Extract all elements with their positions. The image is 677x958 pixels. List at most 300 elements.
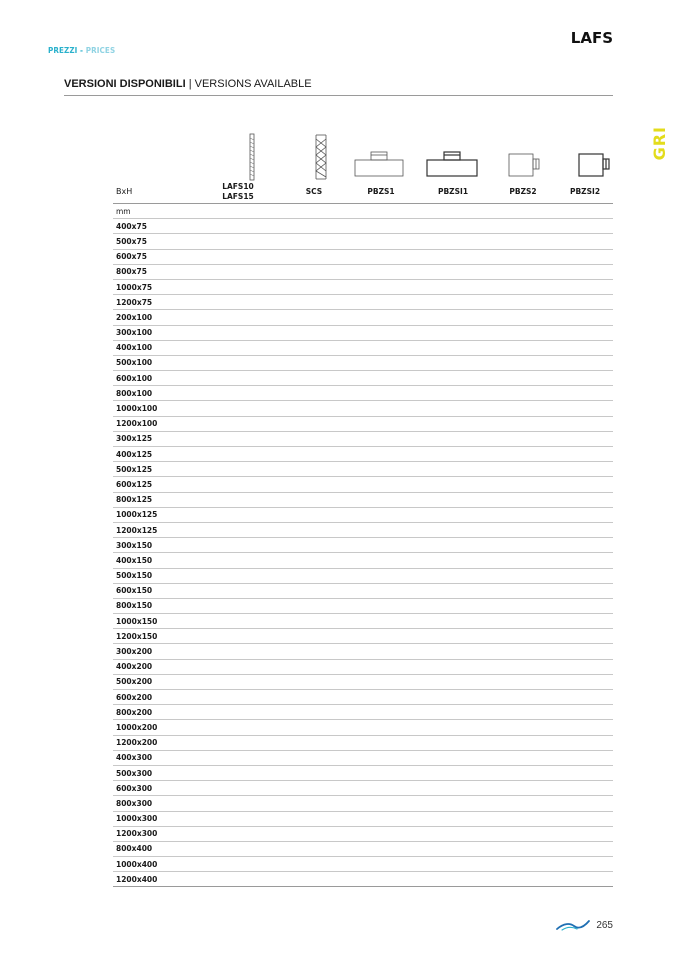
availability-cell <box>283 401 345 416</box>
availability-cell <box>345 644 417 659</box>
page-number: 265 <box>596 920 613 931</box>
availability-cell <box>193 674 283 689</box>
availability-cell <box>193 522 283 537</box>
availability-cell <box>345 598 417 613</box>
size-cell: 600x125 <box>113 477 193 492</box>
availability-cell <box>417 857 489 872</box>
availability-cell <box>557 614 613 629</box>
table-row <box>113 492 613 507</box>
availability-cell <box>193 720 283 735</box>
availability-cell <box>557 720 613 735</box>
availability-cell <box>489 538 557 553</box>
availability-cell <box>283 507 345 522</box>
availability-cell <box>489 811 557 826</box>
table-row <box>113 614 613 629</box>
availability-cell <box>193 325 283 340</box>
availability-cell <box>283 857 345 872</box>
availability-cell <box>557 279 613 294</box>
availability-cell <box>557 568 613 583</box>
availability-cell <box>283 811 345 826</box>
section-heading-bold: VERSIONI DISPONIBILI <box>64 78 186 90</box>
table-row <box>113 872 613 887</box>
pbzsi2-plenum-icon <box>578 153 612 177</box>
table-row <box>113 538 613 553</box>
table-row <box>113 674 613 689</box>
availability-cell <box>193 857 283 872</box>
availability-cell <box>557 826 613 841</box>
availability-cell <box>557 492 613 507</box>
availability-cell <box>557 234 613 249</box>
table-row <box>113 568 613 583</box>
availability-cell <box>489 735 557 750</box>
section-heading-rest: | VERSIONS AVAILABLE <box>185 78 312 90</box>
availability-cell <box>417 538 489 553</box>
availability-cell <box>345 857 417 872</box>
table-row <box>113 522 613 537</box>
availability-cell <box>193 705 283 720</box>
availability-cell <box>417 598 489 613</box>
availability-cell <box>489 522 557 537</box>
table-row <box>113 841 613 856</box>
availability-cell <box>417 583 489 598</box>
availability-cell <box>489 629 557 644</box>
availability-cell <box>489 340 557 355</box>
size-cell: 1000x125 <box>113 507 193 522</box>
availability-cell <box>417 659 489 674</box>
availability-cell <box>557 674 613 689</box>
availability-cell <box>345 659 417 674</box>
availability-cell <box>283 750 345 765</box>
availability-cell <box>557 735 613 750</box>
availability-cell <box>557 553 613 568</box>
availability-cell <box>345 705 417 720</box>
availability-cell <box>489 857 557 872</box>
availability-cell <box>283 598 345 613</box>
availability-cell <box>489 720 557 735</box>
availability-cell <box>417 765 489 780</box>
size-cell: 600x150 <box>113 583 193 598</box>
table-header-row <box>113 181 613 204</box>
availability-cell <box>193 295 283 310</box>
availability-cell <box>283 234 345 249</box>
availability-cell <box>193 477 283 492</box>
availability-cell <box>489 249 557 264</box>
availability-cell <box>557 401 613 416</box>
availability-cell <box>417 492 489 507</box>
availability-cell <box>417 462 489 477</box>
size-cell: 500x150 <box>113 568 193 583</box>
availability-cell <box>557 386 613 401</box>
availability-cell <box>193 765 283 780</box>
availability-cell <box>193 234 283 249</box>
availability-cell <box>345 431 417 446</box>
availability-cell <box>193 462 283 477</box>
table-row <box>113 310 613 325</box>
availability-cell <box>283 796 345 811</box>
availability-cell <box>283 340 345 355</box>
availability-cell <box>345 690 417 705</box>
availability-cell <box>417 553 489 568</box>
availability-cell <box>557 690 613 705</box>
availability-cell <box>193 629 283 644</box>
availability-cell <box>345 492 417 507</box>
availability-cell <box>345 765 417 780</box>
availability-cell <box>417 644 489 659</box>
size-cell: 800x400 <box>113 841 193 856</box>
availability-cell <box>557 295 613 310</box>
availability-cell <box>489 386 557 401</box>
availability-cell <box>489 659 557 674</box>
size-cell: 1200x200 <box>113 735 193 750</box>
breadcrumb-separator: - <box>77 46 86 55</box>
availability-cell <box>417 507 489 522</box>
size-cell: 500x75 <box>113 234 193 249</box>
size-cell: 800x200 <box>113 705 193 720</box>
size-cell: 200x100 <box>113 310 193 325</box>
availability-cell <box>417 310 489 325</box>
availability-cell <box>193 811 283 826</box>
size-cell: 400x100 <box>113 340 193 355</box>
availability-cell <box>193 371 283 386</box>
table-row <box>113 598 613 613</box>
availability-cell <box>557 416 613 431</box>
availability-cell <box>193 841 283 856</box>
availability-cell <box>557 583 613 598</box>
availability-cell <box>489 568 557 583</box>
availability-cell <box>193 386 283 401</box>
column-header-pbzs1: PBZS1 <box>345 181 417 204</box>
table-row <box>113 234 613 249</box>
availability-cell <box>557 750 613 765</box>
availability-cell <box>193 659 283 674</box>
size-cell: 1000x400 <box>113 857 193 872</box>
table-row <box>113 507 613 522</box>
availability-cell <box>489 477 557 492</box>
size-cell: 1000x300 <box>113 811 193 826</box>
availability-cell <box>283 705 345 720</box>
availability-cell <box>417 614 489 629</box>
availability-cell <box>417 416 489 431</box>
table-row <box>113 249 613 264</box>
availability-cell <box>345 841 417 856</box>
size-cell: 800x100 <box>113 386 193 401</box>
size-cell: 400x75 <box>113 219 193 234</box>
availability-cell <box>557 765 613 780</box>
availability-cell <box>557 781 613 796</box>
availability-cell <box>283 826 345 841</box>
availability-cell <box>489 355 557 370</box>
size-cell: 400x125 <box>113 447 193 462</box>
availability-cell <box>489 431 557 446</box>
availability-cell <box>193 431 283 446</box>
breadcrumb-main[interactable]: PREZZI <box>48 46 78 55</box>
availability-cell <box>283 644 345 659</box>
size-cell: 1000x100 <box>113 401 193 416</box>
availability-cell <box>489 325 557 340</box>
availability-cell <box>417 629 489 644</box>
availability-cell <box>345 826 417 841</box>
table-row <box>113 781 613 796</box>
availability-cell <box>193 264 283 279</box>
table-row <box>113 796 613 811</box>
availability-cell <box>193 219 283 234</box>
availability-cell <box>345 614 417 629</box>
availability-cell <box>283 614 345 629</box>
column-header-pbzsi1: PBZSI1 <box>417 181 489 204</box>
availability-cell <box>489 553 557 568</box>
size-cell: 1200x100 <box>113 416 193 431</box>
table-row <box>113 371 613 386</box>
louver-icon <box>245 133 259 181</box>
size-cell: 800x300 <box>113 796 193 811</box>
availability-cell <box>193 492 283 507</box>
availability-cell <box>193 355 283 370</box>
availability-cell <box>283 583 345 598</box>
wave-logo-icon <box>556 919 590 931</box>
size-cell: 400x200 <box>113 659 193 674</box>
availability-cell <box>417 355 489 370</box>
availability-cell <box>283 219 345 234</box>
availability-cell <box>193 416 283 431</box>
availability-cell <box>489 841 557 856</box>
availability-cell <box>489 583 557 598</box>
availability-cell <box>345 447 417 462</box>
availability-cell <box>557 811 613 826</box>
availability-cell <box>417 674 489 689</box>
size-cell: 300x125 <box>113 431 193 446</box>
size-cell: 400x300 <box>113 750 193 765</box>
size-cell: 800x125 <box>113 492 193 507</box>
table-row <box>113 295 613 310</box>
availability-cell <box>283 553 345 568</box>
pbzsi1-plenum-icon <box>426 151 478 177</box>
table-row <box>113 735 613 750</box>
availability-cell <box>417 386 489 401</box>
availability-cell <box>283 416 345 431</box>
availability-cell <box>193 401 283 416</box>
table-row <box>113 264 613 279</box>
availability-cell <box>283 325 345 340</box>
size-cell: 1000x200 <box>113 720 193 735</box>
availability-cell <box>489 401 557 416</box>
size-cell: 800x75 <box>113 264 193 279</box>
size-cell: 1000x75 <box>113 279 193 294</box>
availability-cell <box>489 705 557 720</box>
availability-cell <box>557 629 613 644</box>
unit-row <box>113 204 613 219</box>
availability-cell <box>557 462 613 477</box>
availability-cell <box>345 477 417 492</box>
availability-cell <box>345 295 417 310</box>
availability-cell <box>417 750 489 765</box>
availability-cell <box>417 401 489 416</box>
size-cell: 1200x300 <box>113 826 193 841</box>
availability-cell <box>283 249 345 264</box>
availability-cell <box>283 765 345 780</box>
availability-cell <box>557 431 613 446</box>
availability-cell <box>193 826 283 841</box>
availability-cell <box>283 735 345 750</box>
availability-cell <box>489 644 557 659</box>
size-cell: 500x200 <box>113 674 193 689</box>
column-header-pbzs2: PBZS2 <box>489 181 557 204</box>
table-row <box>113 462 613 477</box>
availability-cell <box>417 325 489 340</box>
availability-cell <box>557 598 613 613</box>
availability-cell <box>417 371 489 386</box>
availability-cell <box>193 340 283 355</box>
availability-cell <box>283 674 345 689</box>
availability-cell <box>417 796 489 811</box>
size-cell: 300x200 <box>113 644 193 659</box>
availability-cell <box>283 522 345 537</box>
availability-cell <box>283 568 345 583</box>
availability-cell <box>283 720 345 735</box>
availability-cell <box>557 264 613 279</box>
availability-cell <box>283 841 345 856</box>
availability-cell <box>345 219 417 234</box>
availability-cell <box>417 249 489 264</box>
availability-cell <box>345 522 417 537</box>
availability-cell <box>283 477 345 492</box>
availability-cell <box>283 629 345 644</box>
availability-cell <box>557 507 613 522</box>
availability-cell <box>417 447 489 462</box>
breadcrumb-sub[interactable]: PRICES <box>85 46 116 55</box>
availability-cell <box>417 826 489 841</box>
availability-cell <box>283 355 345 370</box>
availability-cell <box>283 295 345 310</box>
availability-cell <box>283 386 345 401</box>
availability-cell <box>283 659 345 674</box>
availability-cell <box>283 279 345 294</box>
product-title: LAFS <box>570 29 613 47</box>
availability-cell <box>557 325 613 340</box>
size-cell: 600x200 <box>113 690 193 705</box>
size-cell: 500x125 <box>113 462 193 477</box>
column-header-scs: SCS <box>283 181 345 204</box>
availability-cell <box>345 750 417 765</box>
availability-cell <box>557 857 613 872</box>
table-row <box>113 705 613 720</box>
availability-cell <box>557 249 613 264</box>
size-cell: 500x300 <box>113 765 193 780</box>
availability-cell <box>345 325 417 340</box>
version-icons <box>0 125 677 185</box>
table-row <box>113 659 613 674</box>
availability-cell <box>417 219 489 234</box>
availability-cell <box>283 371 345 386</box>
table-row <box>113 690 613 705</box>
availability-cell <box>345 507 417 522</box>
availability-cell <box>193 614 283 629</box>
availability-cell <box>417 340 489 355</box>
availability-cell <box>283 310 345 325</box>
availability-cell <box>489 219 557 234</box>
table-row <box>113 431 613 446</box>
table-row <box>113 401 613 416</box>
availability-cell <box>345 811 417 826</box>
availability-cell <box>489 765 557 780</box>
availability-cell <box>489 295 557 310</box>
size-cell: 1200x125 <box>113 522 193 537</box>
table-row <box>113 386 613 401</box>
table-row <box>113 416 613 431</box>
availability-cell <box>557 538 613 553</box>
availability-cell <box>489 310 557 325</box>
table-row <box>113 857 613 872</box>
availability-cell <box>345 735 417 750</box>
size-cell: 400x150 <box>113 553 193 568</box>
availability-cell <box>345 264 417 279</box>
availability-cell <box>557 841 613 856</box>
availability-cell <box>193 553 283 568</box>
side-tab-gri[interactable]: GRI <box>650 126 669 161</box>
availability-cell <box>193 750 283 765</box>
availability-cell <box>557 355 613 370</box>
availability-cell <box>417 735 489 750</box>
availability-cell <box>283 781 345 796</box>
availability-cell <box>283 264 345 279</box>
unit-label: mm <box>113 204 193 219</box>
availability-cell <box>489 690 557 705</box>
availability-cell <box>557 477 613 492</box>
availability-cell <box>193 447 283 462</box>
size-cell: 1200x75 <box>113 295 193 310</box>
availability-cell <box>345 553 417 568</box>
column-header-lafs <box>193 181 283 204</box>
availability-cell <box>417 295 489 310</box>
availability-cell <box>193 781 283 796</box>
availability-cell <box>557 522 613 537</box>
table-row <box>113 720 613 735</box>
availability-cell <box>489 264 557 279</box>
size-cell: 300x150 <box>113 538 193 553</box>
availability-cell <box>489 781 557 796</box>
availability-cell <box>489 674 557 689</box>
availability-cell <box>557 310 613 325</box>
availability-cell <box>345 416 417 431</box>
availability-cell <box>283 447 345 462</box>
versions-table <box>113 181 613 887</box>
size-cell: 800x150 <box>113 598 193 613</box>
breadcrumb <box>48 46 115 55</box>
table-row <box>113 279 613 294</box>
availability-cell <box>345 310 417 325</box>
availability-cell <box>417 264 489 279</box>
availability-cell <box>557 447 613 462</box>
availability-cell <box>489 750 557 765</box>
availability-cell <box>557 705 613 720</box>
availability-cell <box>345 720 417 735</box>
availability-cell <box>489 826 557 841</box>
availability-cell <box>489 872 557 887</box>
availability-cell <box>489 598 557 613</box>
table-row <box>113 219 613 234</box>
availability-cell <box>417 690 489 705</box>
availability-cell <box>283 431 345 446</box>
availability-cell <box>345 462 417 477</box>
availability-cell <box>345 249 417 264</box>
scs-bracket-icon <box>313 133 329 181</box>
availability-cell <box>345 234 417 249</box>
availability-cell <box>489 492 557 507</box>
availability-cell <box>283 492 345 507</box>
availability-cell <box>417 234 489 249</box>
size-cell: 1000x150 <box>113 614 193 629</box>
availability-cell <box>489 279 557 294</box>
column-header-size: BxH <box>113 181 193 204</box>
